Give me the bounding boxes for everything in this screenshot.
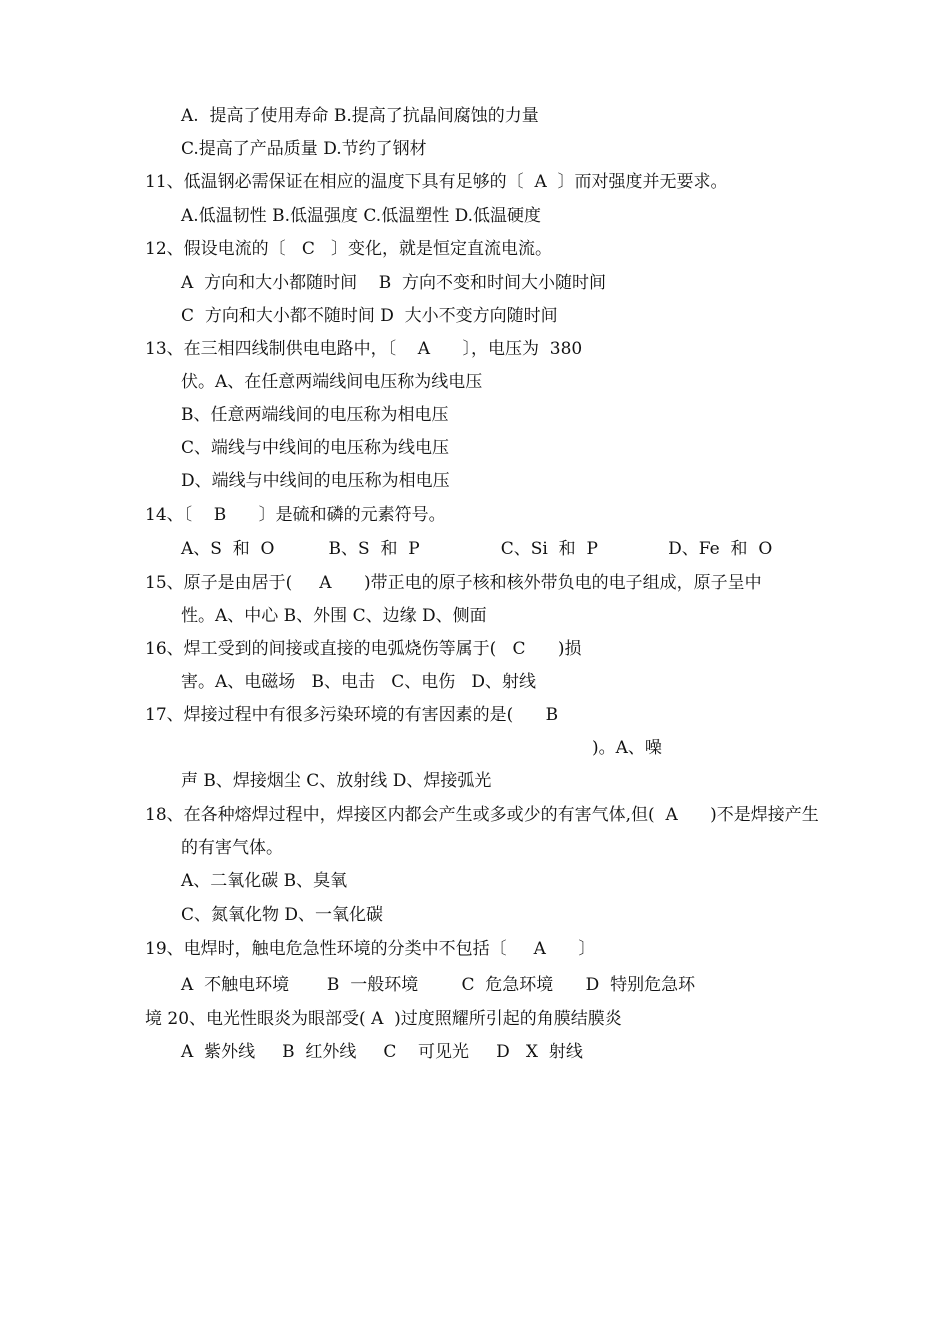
text-line: C、端线与中线间的电压称为线电压 xyxy=(181,438,450,458)
text-line: A、S 和 O B、S 和 P C、Si 和 P D、Fe 和 O xyxy=(181,539,773,559)
text-line: A、二氧化碳 B、臭氧 xyxy=(181,871,348,891)
text-line: )。A、噪 xyxy=(592,738,662,758)
question-12: 12、假设电流的〔 C 〕变化，就是恒定直流电流。 xyxy=(145,239,553,259)
question-14: 14、〔 B 〕是硫和磷的元素符号。 xyxy=(145,505,446,525)
question-16: 16、焊工受到的间接或直接的电弧烧伤等属于( C )损 xyxy=(145,639,582,659)
text-line: 声 B、焊接烟尘 C、放射线 D、焊接弧光 xyxy=(181,771,492,791)
question-18: 18、在各种熔焊过程中，焊接区内都会产生或多或少的有害气体,但( A )不是焊接产生 xyxy=(145,805,819,825)
question-20: 境 20、电光性眼炎为眼部受( A )过度照耀所引起的角膜结膜炎 xyxy=(145,1009,622,1029)
text-line: A. 提高了使用寿命 B.提高了抗晶间腐蚀的力量 xyxy=(181,106,539,126)
question-19: 19、电焊时，触电危急性环境的分类中不包括〔 A 〕 xyxy=(145,939,596,959)
text-line: D、端线与中线间的电压称为相电压 xyxy=(181,471,450,491)
question-11: 11、低温钢必需保证在相应的温度下具有足够的〔 A 〕而对强度并无要求。 xyxy=(145,172,728,192)
text-line: C.提高了产品质量 D.节约了钢材 xyxy=(181,139,427,159)
question-15: 15、原子是由居于( A )带正电的原子核和核外带负电的电子组成，原子呈中 xyxy=(145,573,762,593)
text-line: 害。A、电磁场 B、电击 C、电伤 D、射线 xyxy=(181,672,537,692)
text-line: A 紫外线 B 红外线 C 可见光 D X 射线 xyxy=(181,1042,583,1062)
text-line: C、氮氧化物 D、一氧化碳 xyxy=(181,905,384,925)
question-17: 17、焊接过程中有很多污染环境的有害因素的是( B xyxy=(145,705,559,725)
text-line: 的有害气体。 xyxy=(181,838,283,858)
text-line: A 不触电环境 B 一般环境 C 危急环境 D 特别危急环 xyxy=(181,975,696,995)
text-line: A 方向和大小都随时间 B 方向不变和时间大小随时间 xyxy=(181,273,606,293)
text-line: C 方向和大小都不随时间 D 大小不变方向随时间 xyxy=(181,306,558,326)
text-line: A.低温韧性 B.低温强度 C.低温塑性 D.低温硬度 xyxy=(181,206,542,226)
text-line: B、任意两端线间的电压称为相电压 xyxy=(181,405,449,425)
text-line: 性。A、中心 B、外围 C、边缘 D、侧面 xyxy=(181,606,487,626)
text-line: 伏。A、在任意两端线间电压称为线电压 xyxy=(181,372,483,392)
question-13: 13、在三相四线制供电电路中，〔 A 〕，电压为 380 xyxy=(145,339,583,359)
